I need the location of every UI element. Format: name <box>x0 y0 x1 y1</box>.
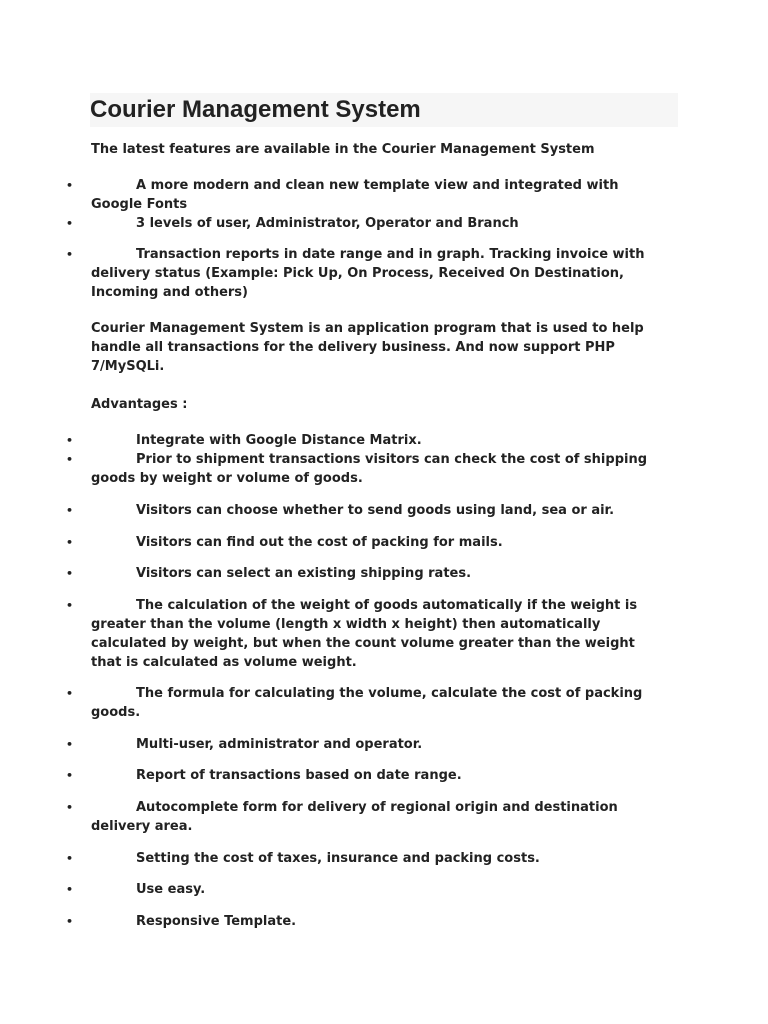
page-title: Courier Management System <box>90 96 421 123</box>
advantage-text: Report of transactions based on date range. <box>136 768 462 783</box>
advantage-text: Multi-user, administrator and operator. <box>136 737 423 752</box>
bullet-icon: • <box>66 599 74 612</box>
bullet-icon: • <box>66 915 74 928</box>
feature-text: A more modern and clean new template view and integrated with Google Fonts <box>91 178 619 212</box>
bullet-icon: • <box>66 801 74 814</box>
bullet-icon: • <box>66 504 74 517</box>
bullet-icon: • <box>66 738 74 751</box>
advantage-text: Setting the cost of taxes, insurance and packing costs. <box>136 851 540 866</box>
bullet-icon: • <box>66 179 74 192</box>
feature-text: 3 levels of user, Administrator, Operator and Branch <box>136 216 519 231</box>
advantage-text: Use easy. <box>136 882 206 897</box>
advantage-text: Autocomplete form for delivery of regional origin and destination delivery area. <box>91 800 618 834</box>
bullet-icon: • <box>66 883 74 896</box>
bullet-icon: • <box>66 687 74 700</box>
bullet-icon: • <box>66 536 74 549</box>
bullet-icon: • <box>66 567 74 580</box>
description-paragraph: Courier Management System is an application program that is used to help handle all transactions for the delivery business. And now support PHP 7/MySQLi. <box>91 321 644 374</box>
bullet-icon: • <box>66 769 74 782</box>
advantage-text: The calculation of the weight of goods automatically if the weight is greater than the volume (length x width x height) then automatically calculated by weight, but when the count volume greater than the weight that is calculated as volume weight. <box>91 598 638 670</box>
bullet-icon: • <box>66 453 74 466</box>
advantage-text: Responsive Template. <box>136 914 297 929</box>
bullet-icon: • <box>66 217 74 230</box>
advantage-text: Prior to shipment transactions visitors can check the cost of shipping goods by weight or volume of goods. <box>91 452 648 486</box>
advantage-text: Integrate with Google Distance Matrix. <box>136 433 422 448</box>
advantage-text: The formula for calculating the volume, calculate the cost of packing goods. <box>91 686 643 720</box>
bullet-icon: • <box>66 248 74 261</box>
intro-paragraph: The latest features are available in the Courier Management System <box>91 142 595 157</box>
advantage-text: Visitors can find out the cost of packing for mails. <box>136 535 503 550</box>
advantages-heading: Advantages : <box>91 397 188 412</box>
advantage-text: Visitors can choose whether to send goods using land, sea or air. <box>136 503 615 518</box>
feature-text: Transaction reports in date range and in graph. Tracking invoice with delivery status (Example: Pick Up, On Process, Received On Destination, Incoming and others) <box>91 247 645 300</box>
advantage-text: Visitors can select an existing shipping rates. <box>136 566 472 581</box>
bullet-icon: • <box>66 434 74 447</box>
title-bar <box>90 93 678 127</box>
bullet-icon: • <box>66 852 74 865</box>
